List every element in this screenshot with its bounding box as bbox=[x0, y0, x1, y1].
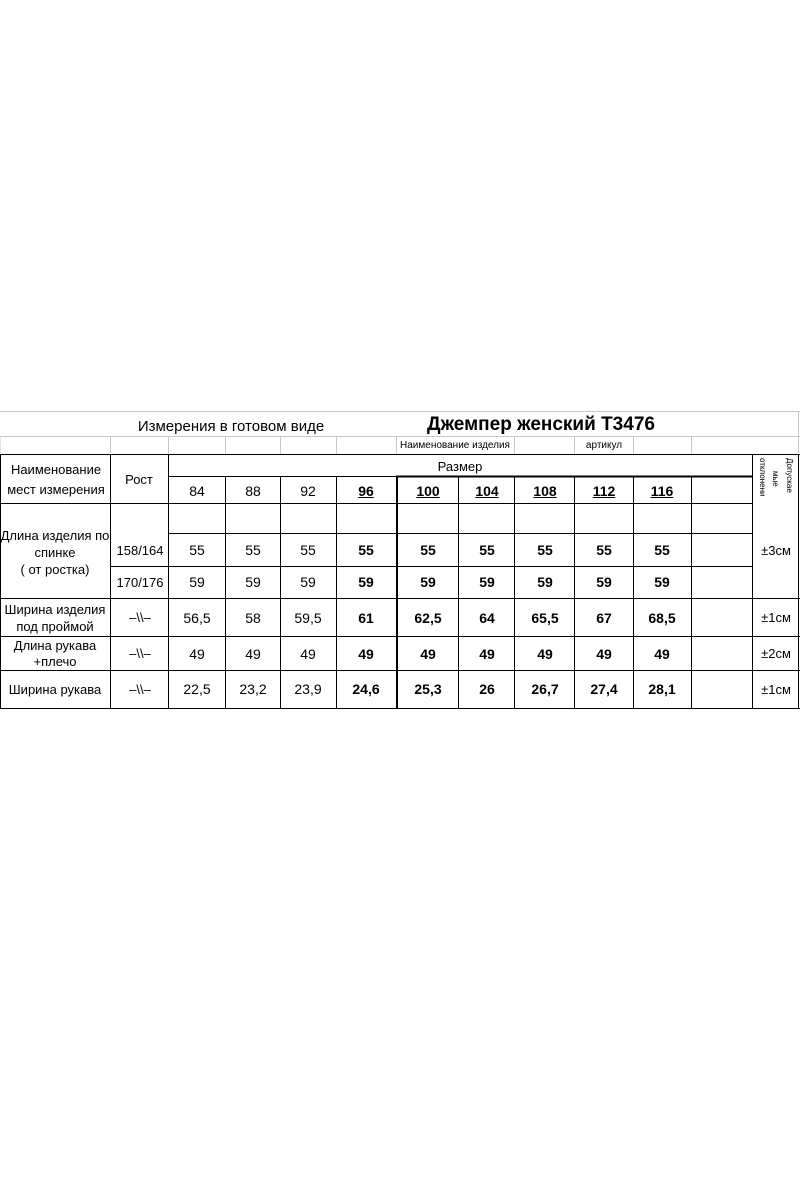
cell: 59 bbox=[358, 574, 374, 590]
cell: 55 bbox=[189, 542, 205, 558]
name-header-line-1: Наименование bbox=[10, 462, 102, 477]
cell: 55 bbox=[654, 542, 670, 558]
size-116: 116 bbox=[650, 483, 674, 499]
cell: 55 bbox=[300, 542, 316, 558]
product-title: Джемпер женский Т3476 bbox=[427, 414, 655, 435]
cell: 28,1 bbox=[648, 681, 676, 697]
cell: 62,5 bbox=[414, 610, 442, 626]
cell: 64 bbox=[479, 610, 495, 626]
height-header: Рост bbox=[125, 472, 153, 487]
size-104: 104 bbox=[475, 483, 499, 499]
row-back-length-name-line-1: Длина изделия по bbox=[0, 528, 110, 543]
height-170-176: 170/176 bbox=[116, 575, 164, 590]
tolerance-back-length: ±3см bbox=[761, 543, 791, 558]
size-96: 96 bbox=[358, 483, 374, 499]
cell: 67 bbox=[596, 610, 612, 626]
tolerance-header-line-2: мые bbox=[771, 471, 780, 487]
row-back-length-name-line-2: спинке bbox=[34, 545, 76, 560]
name-header-line-2: мест измерения bbox=[7, 482, 105, 497]
cell: 24,6 bbox=[352, 681, 380, 697]
cell: 27,4 bbox=[590, 681, 618, 697]
ditto-mark: –\\– bbox=[129, 610, 151, 625]
ditto-mark: –\\– bbox=[129, 646, 151, 661]
cell: 56,5 bbox=[183, 610, 211, 626]
cell: 26 bbox=[479, 681, 495, 697]
size-88: 88 bbox=[245, 483, 261, 499]
size-84: 84 bbox=[189, 483, 205, 499]
tolerance-header-line-3: отклонени bbox=[758, 458, 767, 497]
cell: 23,2 bbox=[239, 681, 267, 697]
cell: 61 bbox=[358, 610, 374, 626]
cell: 23,9 bbox=[294, 681, 322, 697]
cell: 49 bbox=[596, 646, 612, 662]
size-header: Размер bbox=[437, 459, 483, 474]
cell: 49 bbox=[420, 646, 436, 662]
cell: 49 bbox=[245, 646, 261, 662]
cell: 59 bbox=[654, 574, 670, 590]
cell: 49 bbox=[537, 646, 553, 662]
row-sleeve-length-name-line-2: +плечо bbox=[33, 654, 77, 669]
tolerance-header-line-1: Допускае bbox=[785, 458, 794, 493]
ditto-mark: –\\– bbox=[129, 682, 151, 697]
cell: 55 bbox=[596, 542, 612, 558]
cell: 25,3 bbox=[414, 681, 442, 697]
tolerance-sleeve-width: ±1см bbox=[761, 682, 791, 697]
cell: 59 bbox=[300, 574, 316, 590]
cell: 68,5 bbox=[648, 610, 676, 626]
product-name-label: Наименование изделия bbox=[400, 440, 510, 451]
size-112: 112 bbox=[592, 483, 616, 499]
row-sleeve-length-name-line-1: Длина рукава bbox=[13, 638, 97, 653]
cell: 59 bbox=[537, 574, 553, 590]
row-chest-width-name-line-1: Ширина изделия bbox=[4, 602, 106, 617]
cell: 58 bbox=[245, 610, 261, 626]
cell: 59 bbox=[479, 574, 495, 590]
row-sleeve-width-name: Ширина рукава bbox=[8, 682, 102, 697]
cell: 49 bbox=[189, 646, 205, 662]
cell: 26,7 bbox=[531, 681, 559, 697]
cell: 49 bbox=[358, 646, 374, 662]
tolerance-chest-width: ±1см bbox=[761, 610, 791, 625]
cell: 22,5 bbox=[183, 681, 211, 697]
cell: 55 bbox=[245, 542, 261, 558]
cell: 49 bbox=[654, 646, 670, 662]
row-chest-width-name-line-2: под проймой bbox=[16, 619, 94, 634]
cell: 49 bbox=[300, 646, 316, 662]
size-100: 100 bbox=[416, 483, 440, 499]
cell: 59 bbox=[245, 574, 261, 590]
cell: 55 bbox=[420, 542, 436, 558]
cell: 59,5 bbox=[294, 610, 322, 626]
cell: 55 bbox=[479, 542, 495, 558]
cell: 59 bbox=[420, 574, 436, 590]
cell: 59 bbox=[596, 574, 612, 590]
cell: 65,5 bbox=[531, 610, 559, 626]
article-label: артикул bbox=[585, 440, 623, 451]
height-158-164: 158/164 bbox=[116, 543, 164, 558]
row-back-length-name-line-3: ( от ростка) bbox=[20, 562, 90, 577]
cell: 55 bbox=[358, 542, 374, 558]
size-108: 108 bbox=[533, 483, 557, 499]
tolerance-sleeve-length: ±2см bbox=[761, 646, 791, 661]
size-92: 92 bbox=[300, 483, 316, 499]
cell: 59 bbox=[189, 574, 205, 590]
cell: 55 bbox=[537, 542, 553, 558]
sheet-title: Измерения в готовом виде bbox=[137, 418, 325, 435]
cell: 49 bbox=[479, 646, 495, 662]
